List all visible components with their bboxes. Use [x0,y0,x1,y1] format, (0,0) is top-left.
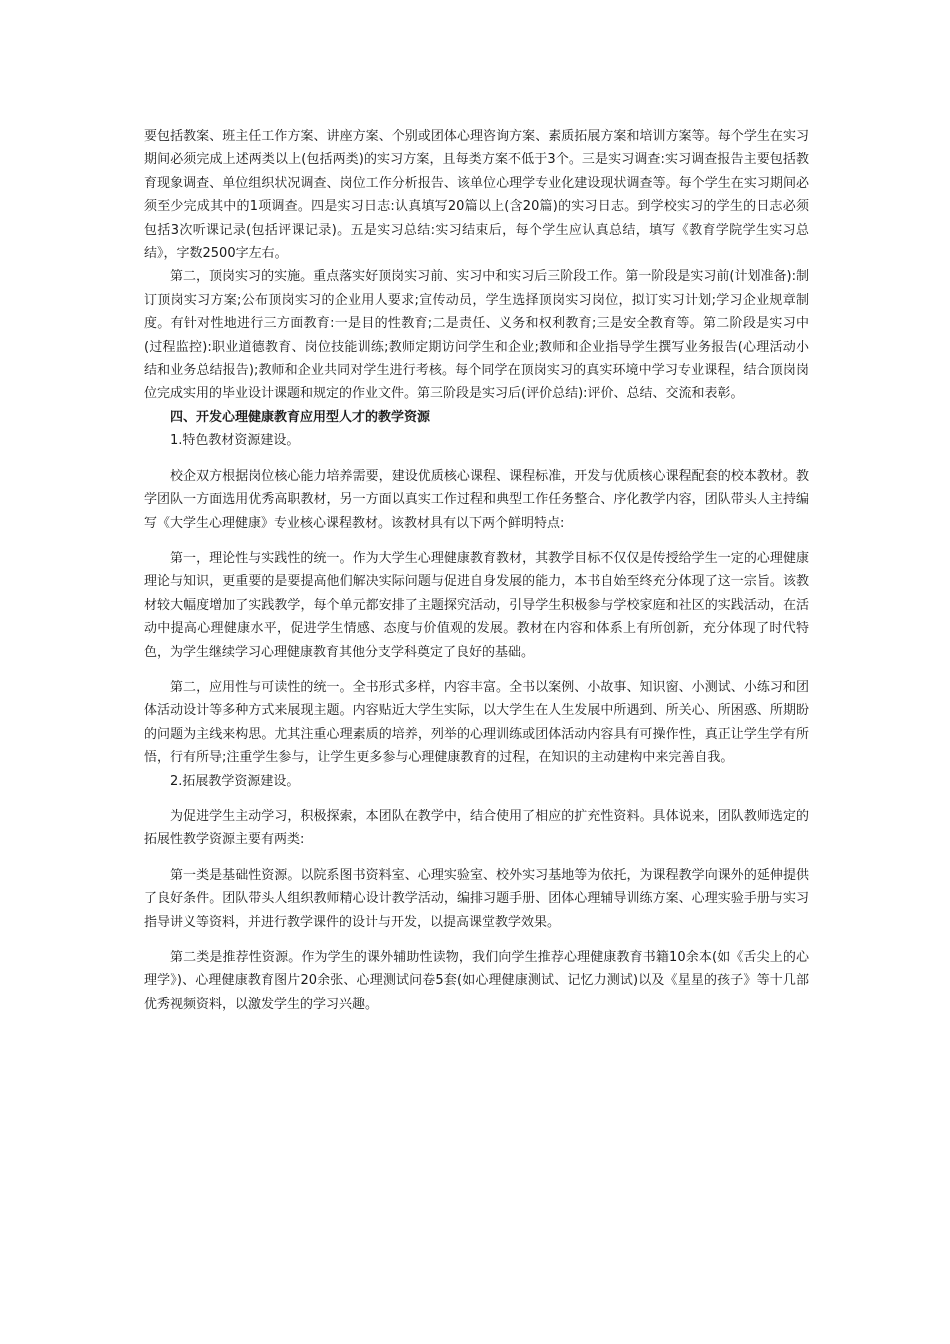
paragraph-recommended-resources: 第二类是推荐性资源。作为学生的课外辅助性读物，我们向学生推荐心理健康教育书籍10余本(如《舌尖上的心理学》)、心理健康教育图片20余张、心理测试问卷5套(如心理健康测试、记忆力测试)以及《星星的孩子》等十几部优秀视频资料，以激发学生的学习兴趣。 [144,950,809,1012]
paragraph-theory-practice: 第一，理论性与实践性的统一。作为大学生心理健康教育教材，其教学目标不仅仅是传授给学生一定的心理健康理论与知识，更重要的是要提高他们解决实际问题与促进自身发展的能力，本书自始至终充分体现了这一宗旨。该教材较大幅度增加了实践教学，每个单元都安排了主题探究活动，引导学生积极参与学校家庭和社区的实践活动，在活动中提高心理健康水平，促进学生情感、态度与价值观的发展。教材在内容和体系上有所创新，充分体现了时代特色，为学生继续学习心理健康教育其他分支学科奠定了良好的基础。 [144,550,809,660]
section-heading-teaching-resources: 四、开发心理健康教育应用型人才的教学资源 [170,409,431,425]
paragraph-basic-resources: 第一类是基础性资源。以院系图书资料室、心理实验室、校外实习基地等为依托，为课程教学向课外的延伸提供了良好条件。团队带头人组织教师精心设计教学活动，编排习题手册、团体心理辅导训练方案、心理实验手册与实习指导讲义等资料，并进行教学课件的设计与开发，以提高课堂教学效果。 [144,867,809,930]
document-page [144,125,809,1016]
paragraph-extended-intro: 为促进学生主动学习，积极探索，本团队在教学中，结合使用了相应的扩充性资料。具体说来，团队教师选定的拓展性教学资源主要有两类: [144,808,809,848]
subheading-extended-resources: 2.拓展教学资源建设。 [170,773,300,789]
paragraph-internship-plan: 要包括教案、班主任工作方案、讲座方案、个别或团体心理咨询方案、素质拓展方案和培训方案等。每个学生在实习期间必须完成上述两类以上(包括两类)的实习方案，且每类方案不低于3个。三是实习调查:实习调查报告主要包括教育现象调查、单位组织状况调查、岗位工作分析报告、该单位心理学专业化建设现状调查等。每个学生在实习期间必须至少完成其中的1项调查。四是实习日志:认真填写20篇以上(含20篇)的实习日志。到学校实习的学生的日志必须包括3次听课记录(包括评课记录)。五是实习总结:实习结束后，每个学生应认真总结，填写《教育学院学生实习总结》，字数2500字左右。 [144,129,809,262]
paragraph-textbook-intro: 校企双方根据岗位核心能力培养需要，建设优质核心课程、课程标准，开发与优质核心课程配套的校本教材。教学团队一方面选用优秀高职教材，另一方面以真实工作过程和典型工作任务整合、序化教学内容，团队带头人主持编写《大学生心理健康》专业核心课程教材。该教材具有以下两个鲜明特点: [144,468,809,531]
paragraph-application-readability: 第二，应用性与可读性的统一。全书形式多样，内容丰富。全书以案例、小故事、知识窗、小测试、小练习和团体活动设计等多种方式来展现主题。内容贴近大学生实际，以大学生在人生发展中所遇到、所关心、所困惑、所期盼的问题为主线来构思。尤其注重心理素质的培养，列举的心理训练或团体活动内容具有可操作性，真正让学生学有所悟，行有所导;注重学生参与，让学生更多参与心理健康教育的过程，在知识的主动建构中来完善自我。 [144,679,809,766]
subheading-textbook-resources: 1.特色教材资源建设。 [170,433,300,449]
paragraph-internship-implementation: 第二，顶岗实习的实施。重点落实好顶岗实习前、实习中和实习后三阶段工作。第一阶段是实习前(计划准备):制订顶岗实习方案;公布顶岗实习的企业用人要求;宣传动员，学生选择顶岗实习岗位，拟订实习计划;学习企业规章制度。有针对性地进行三方面教育:一是目的性教育;二是责任、义务和权利教育;三是安全教育等。第二阶段是实习中(过程监控):职业道德教育、岗位技能训练;教师定期访问学生和企业;教师和企业指导学生撰写业务报告(心理活动小结和业务总结报告);教师和企业共同对学生进行考核。每个同学在顶岗实习的真实环境中学习专业课程，结合顶岗岗位完成实用的毕业设计课题和规定的作业文件。第三阶段是实习后(评价总结):评价、总结、交流和表彰。 [144,269,809,402]
